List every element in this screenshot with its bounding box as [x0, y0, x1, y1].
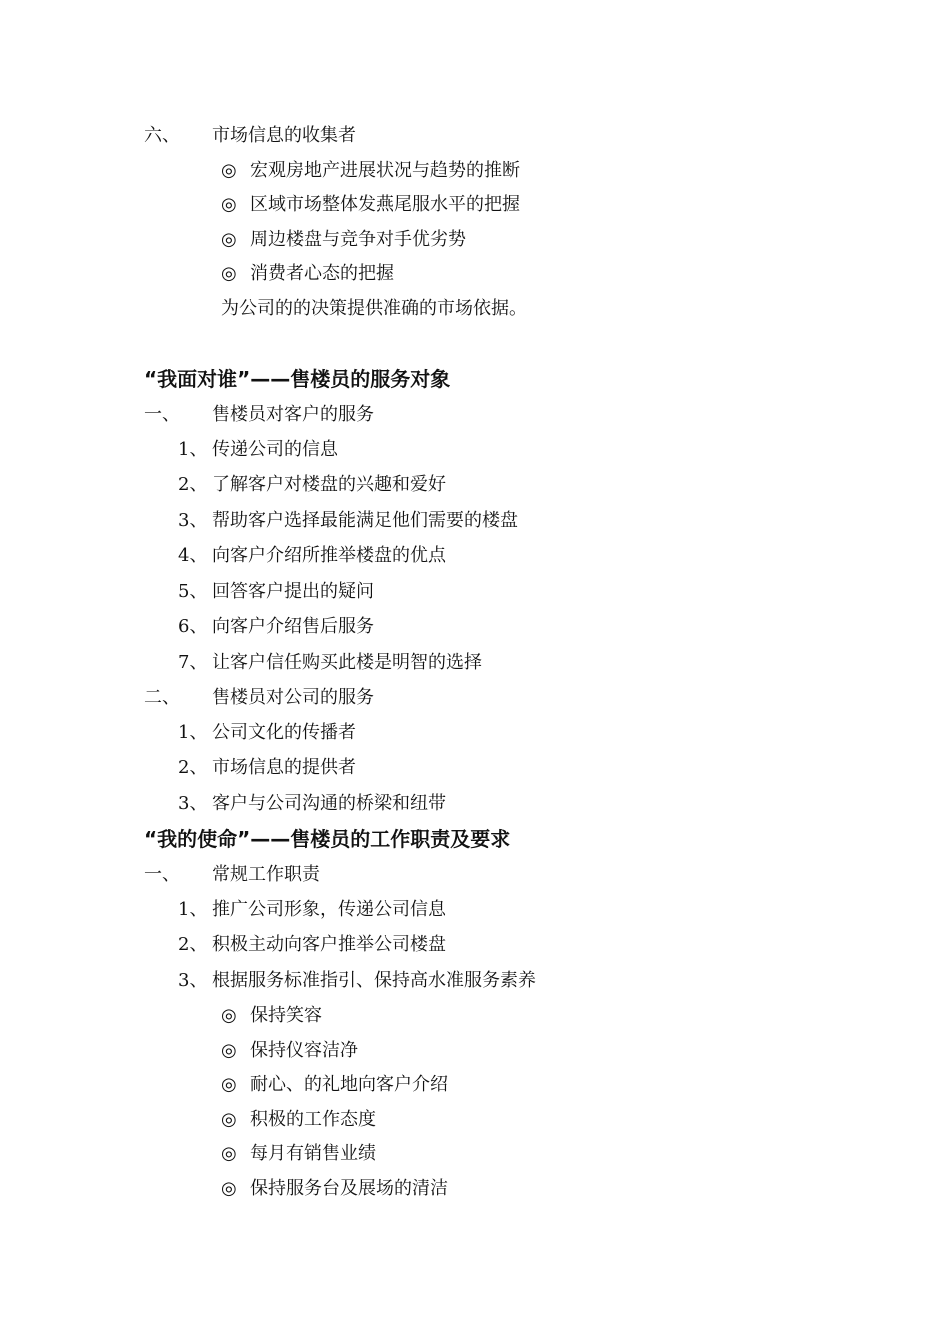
item-text: 向客户介绍所推举楼盘的优点	[212, 545, 446, 566]
item-number: 2、	[178, 474, 208, 495]
bullet-text: 消费者心态的把握	[250, 263, 394, 284]
chapter-heading-1: “我面对谁”——售楼员的服务对象	[144, 367, 451, 391]
item-number: 6、	[178, 616, 208, 637]
item-text: 传递公司的信息	[212, 439, 338, 460]
bullet-text: 每月有销售业绩	[250, 1143, 376, 1164]
item-number: 1、	[178, 722, 208, 743]
double-circle-icon: ◎	[221, 1040, 237, 1061]
double-circle-icon: ◎	[221, 1005, 237, 1026]
item-number: 5、	[178, 581, 208, 602]
part-title: 售楼员对客户的服务	[212, 404, 374, 425]
item-text: 推广公司形象，传递公司信息	[212, 899, 446, 920]
item-text: 回答客户提出的疑问	[212, 581, 374, 602]
double-circle-icon: ◎	[221, 1178, 237, 1199]
part-number: 二、	[144, 687, 180, 708]
double-circle-icon: ◎	[221, 1143, 237, 1164]
part-title: 常规工作职责	[212, 864, 320, 885]
item-number: 2、	[178, 757, 208, 778]
bullet-text: 区域市场整体发燕尾服水平的把握	[250, 194, 520, 215]
bullet-text: 积极的工作态度	[250, 1109, 376, 1130]
bullet-text: 周边楼盘与竞争对手优劣势	[250, 229, 466, 250]
item-text: 让客户信任购买此楼是明智的选择	[212, 652, 482, 673]
item-text: 客户与公司沟通的桥梁和纽带	[212, 793, 446, 814]
item-number: 3、	[178, 793, 208, 814]
double-circle-icon: ◎	[221, 194, 237, 215]
chapter-heading-2: “我的使命”——售楼员的工作职责及要求	[144, 827, 511, 851]
bullet-text: 耐心、的礼地向客户介绍	[250, 1074, 448, 1095]
bullet-text: 保持仪容洁净	[250, 1040, 358, 1061]
item-text: 积极主动向客户推举公司楼盘	[212, 934, 446, 955]
section-number: 六、	[144, 125, 180, 146]
item-text: 帮助客户选择最能满足他们需要的楼盘	[212, 510, 518, 531]
double-circle-icon: ◎	[221, 229, 237, 250]
item-text: 根据服务标准指引、保持高水准服务素养	[212, 970, 536, 991]
part-title: 售楼员对公司的服务	[212, 687, 374, 708]
item-number: 1、	[178, 439, 208, 460]
item-text: 向客户介绍售后服务	[212, 616, 374, 637]
conclusion-text: 为公司的的决策提供准确的市场依据。	[221, 298, 527, 319]
double-circle-icon: ◎	[221, 160, 237, 181]
bullet-text: 宏观房地产进展状况与趋势的推断	[250, 160, 520, 181]
section-title: 市场信息的收集者	[212, 125, 356, 146]
item-text: 市场信息的提供者	[212, 757, 356, 778]
part-number: 一、	[144, 864, 180, 885]
item-text: 了解客户对楼盘的兴趣和爱好	[212, 474, 446, 495]
item-number: 2、	[178, 934, 208, 955]
item-number: 3、	[178, 510, 208, 531]
item-number: 4、	[178, 545, 208, 566]
double-circle-icon: ◎	[221, 263, 237, 284]
bullet-text: 保持服务台及展场的清洁	[250, 1178, 448, 1199]
part-number: 一、	[144, 404, 180, 425]
double-circle-icon: ◎	[221, 1109, 237, 1130]
item-number: 1、	[178, 899, 208, 920]
double-circle-icon: ◎	[221, 1074, 237, 1095]
item-text: 公司文化的传播者	[212, 722, 356, 743]
item-number: 3、	[178, 970, 208, 991]
item-number: 7、	[178, 652, 208, 673]
bullet-text: 保持笑容	[250, 1005, 322, 1026]
